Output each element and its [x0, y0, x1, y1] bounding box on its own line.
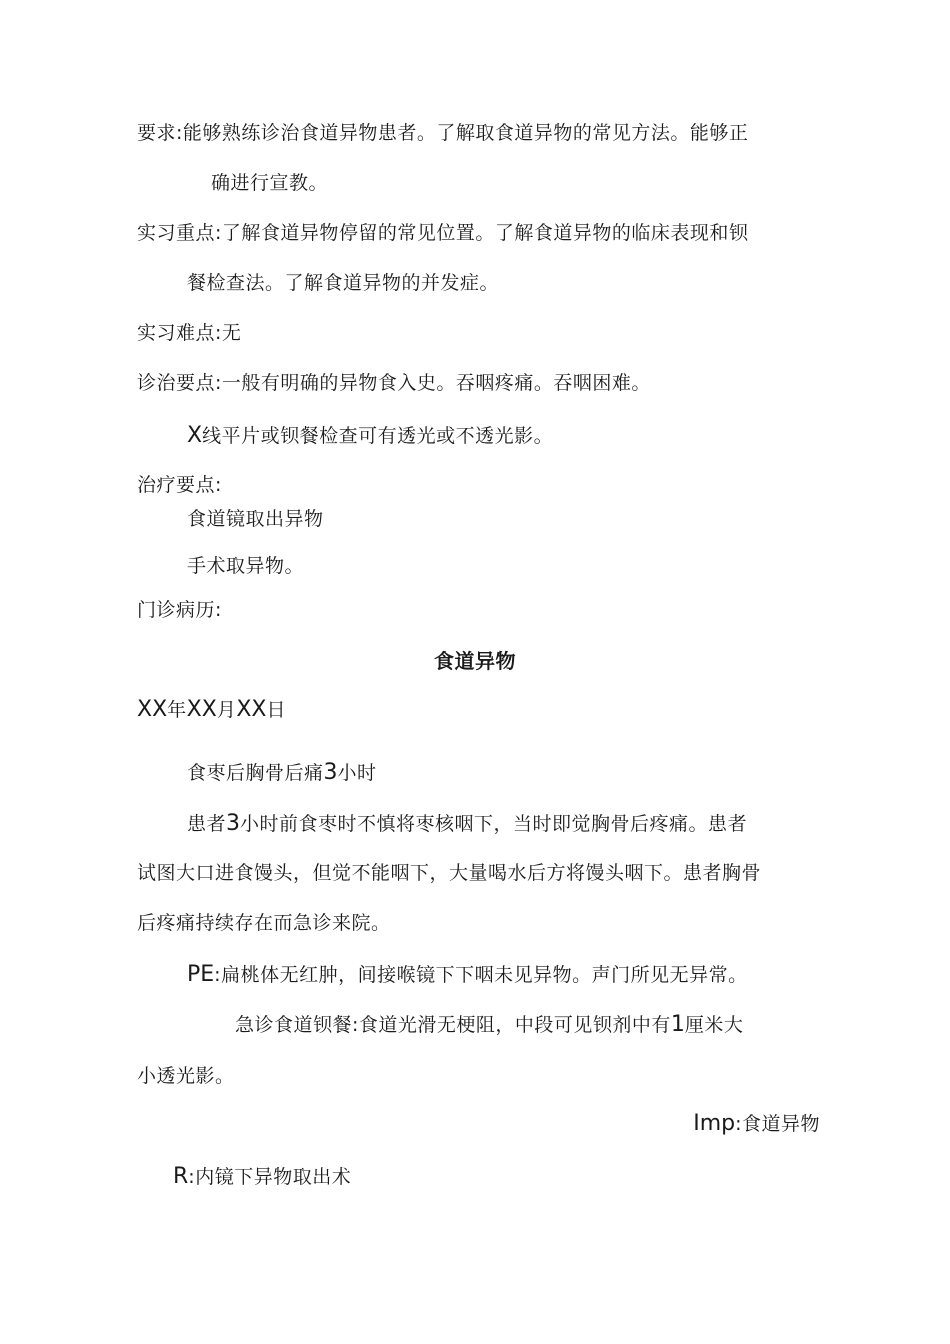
physical-exam: [187, 962, 748, 988]
key-points-line-2: 餐检查法。了解食道异物的并发症。: [187, 272, 500, 294]
history-pre: 患者: [187, 813, 227, 835]
diagnosis-text: 一般有明确的异物食入史。吞咽疼痛。吞咽困难。: [221, 372, 651, 394]
treatment-plan: [173, 1164, 351, 1190]
difficulties-value: 无: [221, 322, 242, 344]
requirements-text: 能够熟练诊治食道异物患者。了解取食道异物的常见方法。能够正: [182, 122, 749, 144]
date-year: XX: [137, 697, 168, 722]
record-title: 食道异物: [434, 649, 516, 673]
key-points-text: 了解食道异物停留的常见位置。了解食道异物的临床表现和钡: [221, 222, 749, 244]
impression-label: Imp: [693, 1111, 736, 1136]
outpatient-label: 门诊病历:: [137, 599, 222, 621]
key-points-line-1: [137, 220, 748, 246]
diagnosis-xray-text: 线平片或钡餐检查可有透光或不透光影。: [202, 425, 554, 447]
difficulties-label: 实习难点:: [137, 322, 222, 344]
history-number: 3: [226, 811, 241, 836]
date-month-unit: 月: [216, 699, 237, 721]
date-year-unit: 年: [167, 699, 187, 721]
requirements-line-2: 确进行宣教。: [211, 172, 329, 194]
diagnosis-xray-prefix: X: [187, 423, 203, 448]
barium-number: 1: [670, 1012, 685, 1037]
complaint-pre: 食枣后胸骨后痛: [187, 762, 324, 784]
complaint-post: 小时: [337, 762, 377, 784]
pe-text: :扁桃体无红肿，间接喉镜下下咽未见异物。声门所见无异常。: [214, 964, 748, 986]
plan-label: R: [173, 1164, 189, 1189]
barium-line-2: 小透光影。: [137, 1065, 235, 1087]
complaint-number: 3: [323, 760, 338, 785]
history-line-3: 后疼痛持续存在而急诊来院。: [137, 912, 391, 934]
diagnosis-line-1: [137, 370, 651, 396]
requirements-line-1: [137, 120, 748, 146]
plan-text: :内镜下异物取出术: [188, 1166, 352, 1188]
date-day: XX: [236, 697, 267, 722]
date-day-unit: 日: [266, 699, 287, 721]
treatment-item-2: 手术取异物。: [187, 555, 305, 577]
barium-pre: 急诊食道钡餐:食道光滑无梗阻，中段可见钡剂中有: [235, 1014, 671, 1036]
difficulties-line: [137, 320, 241, 346]
history-line-2: 试图大口进食馒头，但觉不能咽下，大量喝水后方将馒头咽下。患者胸骨: [137, 862, 762, 884]
record-date: [137, 697, 286, 723]
impression: [0, 1111, 820, 1137]
key-points-label: 实习重点:: [137, 222, 222, 244]
diagnosis-label: 诊治要点:: [137, 372, 222, 394]
chief-complaint: [187, 760, 377, 786]
treatment-item-1: 食道镜取出异物: [187, 508, 324, 530]
diagnosis-line-2: [187, 423, 553, 449]
barium-post: 厘米大: [684, 1014, 744, 1036]
history-line-1: [187, 811, 747, 837]
barium-line-1: [235, 1012, 743, 1038]
impression-text: :食道异物: [735, 1113, 820, 1135]
date-month: XX: [186, 697, 217, 722]
requirements-label: 要求:: [137, 122, 183, 144]
treatment-label: 治疗要点:: [137, 474, 222, 496]
history-post: 小时前食枣时不慎将枣核咽下，当时即觉胸骨后疼痛。患者: [240, 813, 748, 835]
pe-label: PE: [187, 962, 215, 987]
